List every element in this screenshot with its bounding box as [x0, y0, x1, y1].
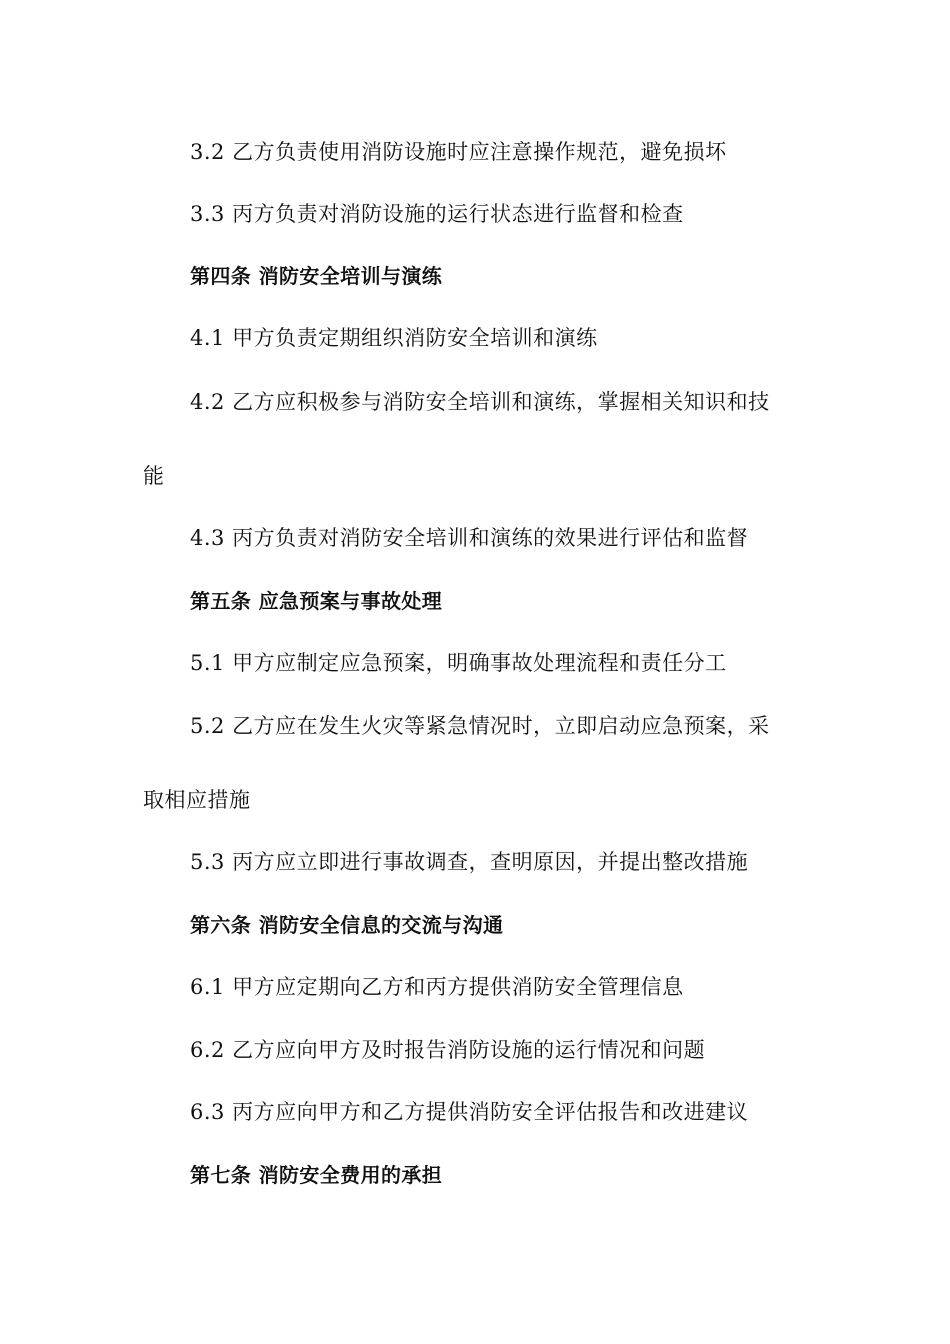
clause-4-3: 4.3 丙方负责对消防安全培训和演练的效果进行评估和监督: [190, 526, 749, 550]
clause-3-2: 3.2 乙方负责使用消防设施时应注意操作规范，避免损坏: [190, 140, 727, 164]
article-5-heading: 第五条 应急预案与事故处理: [190, 589, 443, 613]
clause-5-1: 5.1 甲方应制定应急预案，明确事故处理流程和责任分工: [190, 651, 727, 675]
clause-4-1: 4.1 甲方负责定期组织消防安全培训和演练: [190, 326, 598, 350]
article-6-heading: 第六条 消防安全信息的交流与沟通: [190, 913, 504, 937]
clause-6-3: 6.3 丙方应向甲方和乙方提供消防安全评估报告和改进建议: [190, 1100, 749, 1124]
clause-5-2-continuation: 取相应措施: [143, 788, 251, 812]
clause-3-3: 3.3 丙方负责对消防设施的运行状态进行监督和检查: [190, 202, 684, 226]
clause-5-2: 5.2 乙方应在发生火灾等紧急情况时，立即启动应急预案，采: [190, 714, 770, 738]
clause-4-2: 4.2 乙方应积极参与消防安全培训和演练，掌握相关知识和技: [190, 390, 770, 414]
article-4-heading: 第四条 消防安全培训与演练: [190, 264, 443, 288]
clause-6-2: 6.2 乙方应向甲方及时报告消防设施的运行情况和问题: [190, 1038, 706, 1062]
clause-4-2-continuation: 能: [143, 464, 165, 488]
clause-5-3: 5.3 丙方应立即进行事故调查，查明原因，并提出整改措施: [190, 850, 749, 874]
clause-6-1: 6.1 甲方应定期向乙方和丙方提供消防安全管理信息: [190, 975, 684, 999]
article-7-heading: 第七条 消防安全费用的承担: [190, 1163, 443, 1187]
